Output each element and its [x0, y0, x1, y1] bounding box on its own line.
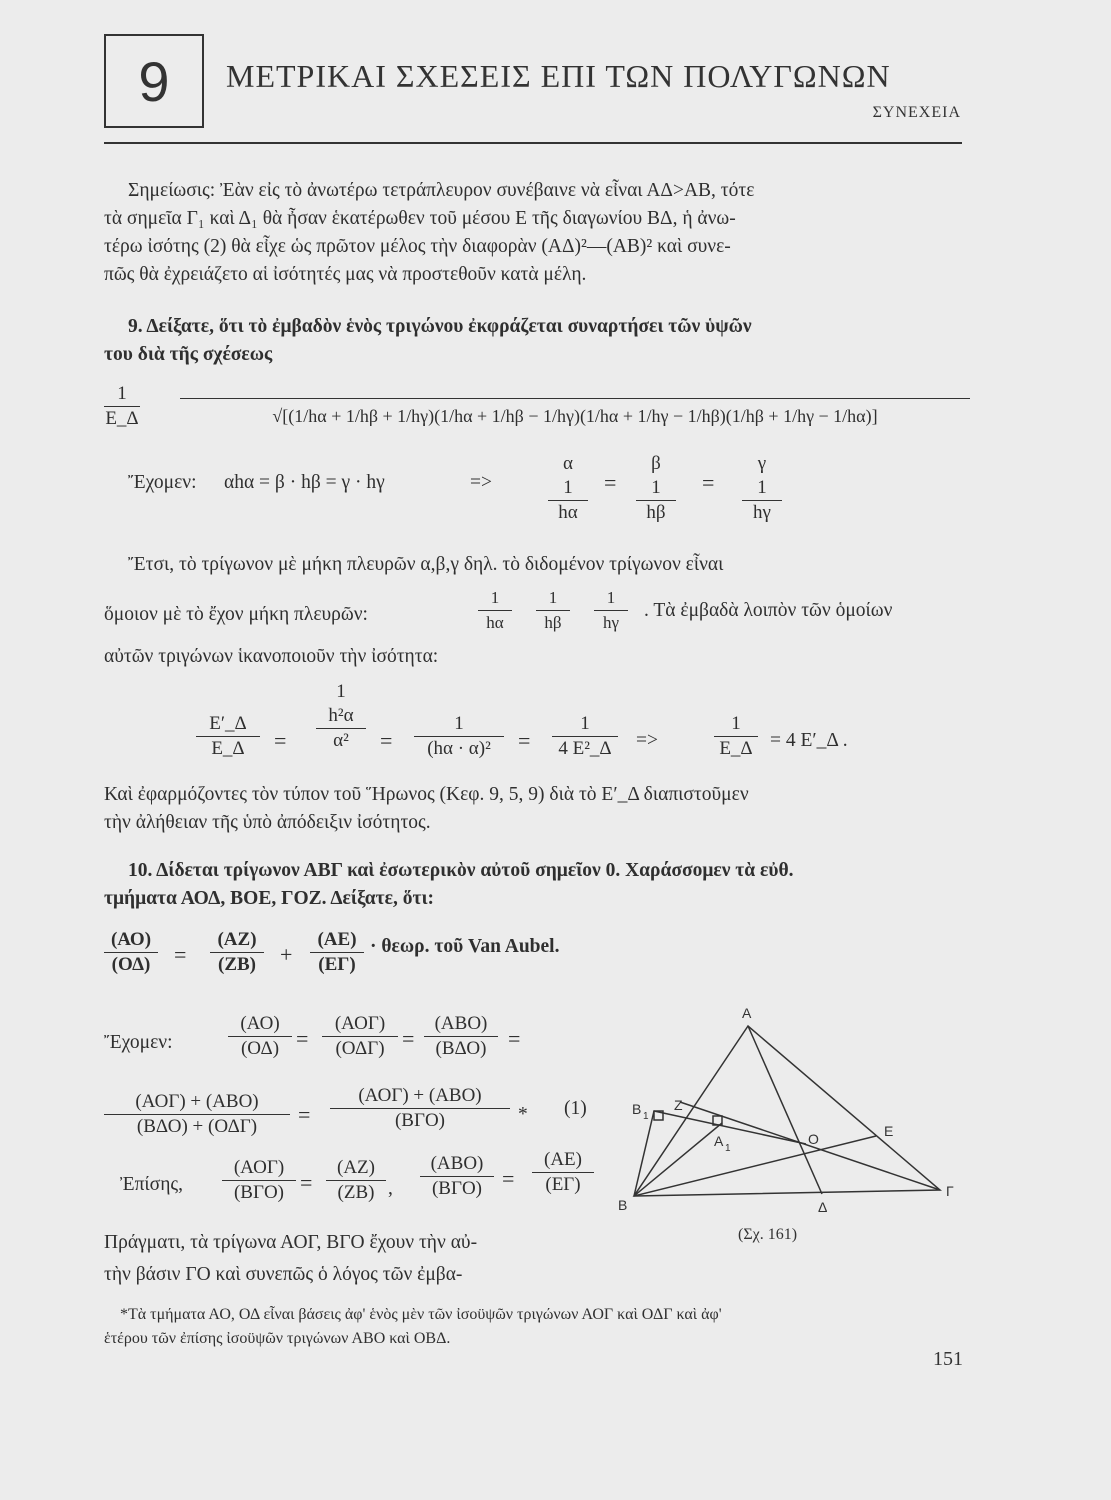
also-label: Ἐπίσης,: [120, 1174, 183, 1195]
ao-od-fraction: $\frac{(AO)}{(O\Delta)}$: [228, 1012, 292, 1061]
abo-bgo-fraction: (ΑΒΟ) (ΒΓΟ): [420, 1152, 494, 1201]
problem-10-line-2: τμήματα ΑΟΔ, ΒΟΕ, ΓΟΖ. Δείξατε, ὅτι:: [104, 888, 435, 909]
label-b1: B: [632, 1101, 642, 1117]
equals-sign-5: =: [518, 728, 531, 753]
az-zb-fraction: $\frac{(AZ)}{(ZB)}$: [326, 1156, 386, 1205]
label-a1: A: [714, 1133, 724, 1149]
ratio-alpha: α 1 hα: [548, 452, 588, 525]
label-z: Z: [674, 1097, 683, 1113]
segment-aod: [748, 1026, 822, 1194]
squared-ratio-fraction: 1 h²α α²: [316, 680, 366, 753]
area-ratio-fraction: $\frac{E'\_\Delta}{E\_\Delta}$: [196, 712, 260, 761]
equation-number-1: (1): [564, 1098, 587, 1119]
area-result: = 4 Ε′_Δ .: [770, 730, 848, 751]
problem-9-line-1: 9. Δείξατε, ὅτι τὸ ἐμβαδὸν ἑνὸς τριγώνου ἐκφράζεται συναρτήσει τῶν ὑψῶν: [128, 316, 752, 337]
area-reciprocal-fraction: $\frac{1}{E\_\Delta}$: [105, 383, 139, 429]
note-line-1: Σημείωσις: Ἐὰν εἰς τὸ ἀνωτέρω τετράπλευρον συνέβαινε νὰ εἶναι ΑΔ>ΑΒ, τότε: [128, 180, 755, 201]
note-line-2: τὰ σημεῖα Γ₁ καὶ Δ₁ θὰ ἦσαν ἑκατέρωθεν τοῦ μέσου Ε τῆς διαγωνίου ΒΔ, ἡ ἀνω-: [104, 208, 736, 229]
projection-line-b1: [654, 1111, 806, 1144]
proof-line-1: Πράγματι, τὰ τρίγωνα ΑΟΓ, ΒΓΟ ἔχουν τὴν αὐ-: [104, 1232, 478, 1253]
similar-triangle-line-1: Ἔτσι, τὸ τρίγωνον μὲ μήκη πλευρῶν α,β,γ δηλ. τὸ διδομένον τρίγωνον εἶναι: [128, 554, 724, 575]
figure-caption: (Σχ. 161): [738, 1226, 798, 1243]
implies-arrow-1: =>: [470, 472, 492, 493]
page-number: 151: [933, 1348, 963, 1370]
equals-sign-4: =: [380, 728, 393, 753]
label-b1-subscript: 1: [643, 1111, 649, 1122]
equals-sign-3: =: [274, 728, 287, 753]
equals-sign-6: =: [174, 942, 187, 967]
footnote-line-2: ἑτέρου τῶν ἐπίσης ἰσοϋψῶν τριγώνων ΑΒΟ καὶ ΟΒΔ.: [104, 1330, 451, 1347]
sum-over-bgo-fraction: (ΑΟΓ) + (ΑΒΟ) (ΒΓΟ): [330, 1084, 510, 1133]
area-reciprocal-result: $\frac{1}{E\_\Delta}$: [714, 712, 758, 761]
note-line-4: πῶς θὰ ἐχρειάζετο αἱ ἰσότητές μας νὰ προστεθοῦν κατὰ μέλη.: [104, 264, 587, 285]
equals-sign-12: =: [502, 1166, 515, 1191]
heron-line-1: Καὶ ἐφαρμόζοντες τὸν τύπον τοῦ Ἥρωνος (Κεφ. 9, 5, 9) διὰ τὸ Ε′_Δ διαπιστοῦμεν: [104, 784, 749, 805]
aog-bgo-fraction: (ΑΟΓ) (ΒΓΟ): [222, 1156, 296, 1205]
label-g: Γ: [946, 1183, 954, 1199]
chapter-title: ΜΕΤΡΙΚΑΙ ΣΧΕΣΕΙΣ ΕΠΙ ΤΩΝ ΠΟΛΥΓΩΝΩΝ: [226, 58, 891, 94]
chapter-subtitle: ΣΥΝΕΧΕΙΑ: [872, 104, 961, 121]
footnote-line-1: *Τὰ τμήματα ΑΟ, ΟΔ εἶναι βάσεις ἀφ' ἑνὸς μὲν τῶν ἰσοϋψῶν τριγώνων ΑΟΓ καὶ ΟΔΓ καὶ ἀφ': [120, 1306, 722, 1323]
problem-10-line-1: 10. Δίδεται τρίγωνον ΑΒΓ καὶ ἐσωτερικὸν αὐτοῦ σημεῖον 0. Χαράσσομεν τὰ εὐθ.: [128, 860, 794, 881]
have-label-10: Ἔχομεν:: [104, 1032, 173, 1053]
ratio-beta: β 1 hβ: [636, 452, 676, 525]
problem-9-line-2: του διὰ τῆς σχέσεως: [104, 344, 273, 365]
equals-sign-7: =: [296, 1026, 309, 1051]
footnote-mark: *: [518, 1104, 528, 1125]
triangle-figure: [600, 996, 980, 1226]
area-squared-fraction: $\frac{1}{\text{4 Ε²\_Δ}}$: [552, 712, 618, 761]
equals-sign-10: =: [298, 1102, 311, 1127]
similar-triangle-line-2b: . Τὰ ἐμβαδὰ λοιπὸν τῶν ὁμοίων: [644, 600, 893, 621]
abo-bdo-fraction: (ΑΒΟ) (ΒΔΟ): [424, 1012, 498, 1061]
heron-line-2: τὴν ἀλήθειαν τῆς ὑπὸ ἀπόδειξιν ἰσότητος.: [104, 812, 431, 833]
implies-arrow-2: =>: [636, 730, 658, 751]
comma: ,: [388, 1178, 393, 1199]
similar-triangle-line-3: αὐτῶν τριγώνων ἱκανοποιοῦν τὴν ἰσότητα:: [104, 646, 439, 667]
van-aubel-term-2: $\frac{(AE)}{(E\Gamma)}$: [310, 928, 364, 977]
heights-product-equation: αhα = β · hβ = γ · hγ: [224, 472, 385, 493]
reciprocal-hb: $\frac{1}{h\beta}$: [536, 586, 570, 635]
aog-odg-fraction: (ΑΟΓ) (ΟΔΓ): [322, 1012, 398, 1061]
altitude-line-b: [634, 1111, 654, 1196]
equals-sign-2: =: [702, 470, 715, 495]
equals-sign-1: =: [604, 470, 617, 495]
sum-ratio-fraction: (ΑΟΓ) + (ΑΒΟ) (ΒΔΟ) + (ΟΔΓ): [104, 1090, 290, 1139]
note-line-3: τέρω ἰσότης (2) θὰ εἶχε ὡς πρῶτον μέλος τὴν διαφορὰν (ΑΔ)²—(ΑΒ)² καὶ συνε-: [104, 236, 731, 257]
similar-triangle-line-2a: ὅμοιον μὲ τὸ ἔχον μήκη πλευρῶν:: [104, 604, 368, 625]
label-o: O: [808, 1131, 819, 1147]
have-label-9: Ἔχομεν:: [128, 472, 197, 493]
reciprocal-hc: $\frac{1}{h\gamma}$: [594, 586, 628, 635]
plus-sign-1: +: [280, 942, 293, 967]
chapter-number-box: [104, 34, 204, 128]
heights-radical-expression: √[(1/hα + 1/hβ + 1/hγ)(1/hα + 1/hβ − 1/hγ)(1/hα + 1/hγ − 1/hβ)(1/hβ + 1/hγ − 1/hα)]: [180, 398, 970, 429]
equals-sign-8: =: [402, 1026, 415, 1051]
header-rule: [104, 142, 962, 144]
equals-sign-11: =: [300, 1170, 313, 1195]
label-a1-subscript: 1: [725, 1143, 731, 1154]
proof-line-2: τὴν βάσιν ΓΟ καὶ συνεπῶς ὁ λόγος τῶν ἐμβα-: [104, 1264, 463, 1285]
label-a: A: [742, 1005, 752, 1021]
label-e: E: [884, 1123, 894, 1139]
van-aubel-term-1: $\frac{(AZ)}{(ZB)}$: [210, 928, 264, 977]
label-b: B: [618, 1197, 628, 1213]
ae-eg-fraction: $\frac{(AE)}{(E\Gamma)}$: [532, 1148, 594, 1197]
product-squared-fraction: $\frac{1}{\text{(hα · α)²}}$: [414, 712, 504, 761]
label-d: Δ: [818, 1199, 828, 1215]
van-aubel-lhs: $\frac{(AO)}{(O\Delta)}$: [104, 928, 158, 977]
theorem-label: · θεωρ. τοῦ Van Aubel.: [370, 936, 560, 957]
chapter-number: 9: [138, 49, 170, 113]
reciprocal-ha: $\frac{1}{h\alpha}$: [478, 586, 512, 635]
equals-sign-9: =: [508, 1026, 521, 1051]
ratio-gamma: γ 1 hγ: [742, 452, 782, 525]
